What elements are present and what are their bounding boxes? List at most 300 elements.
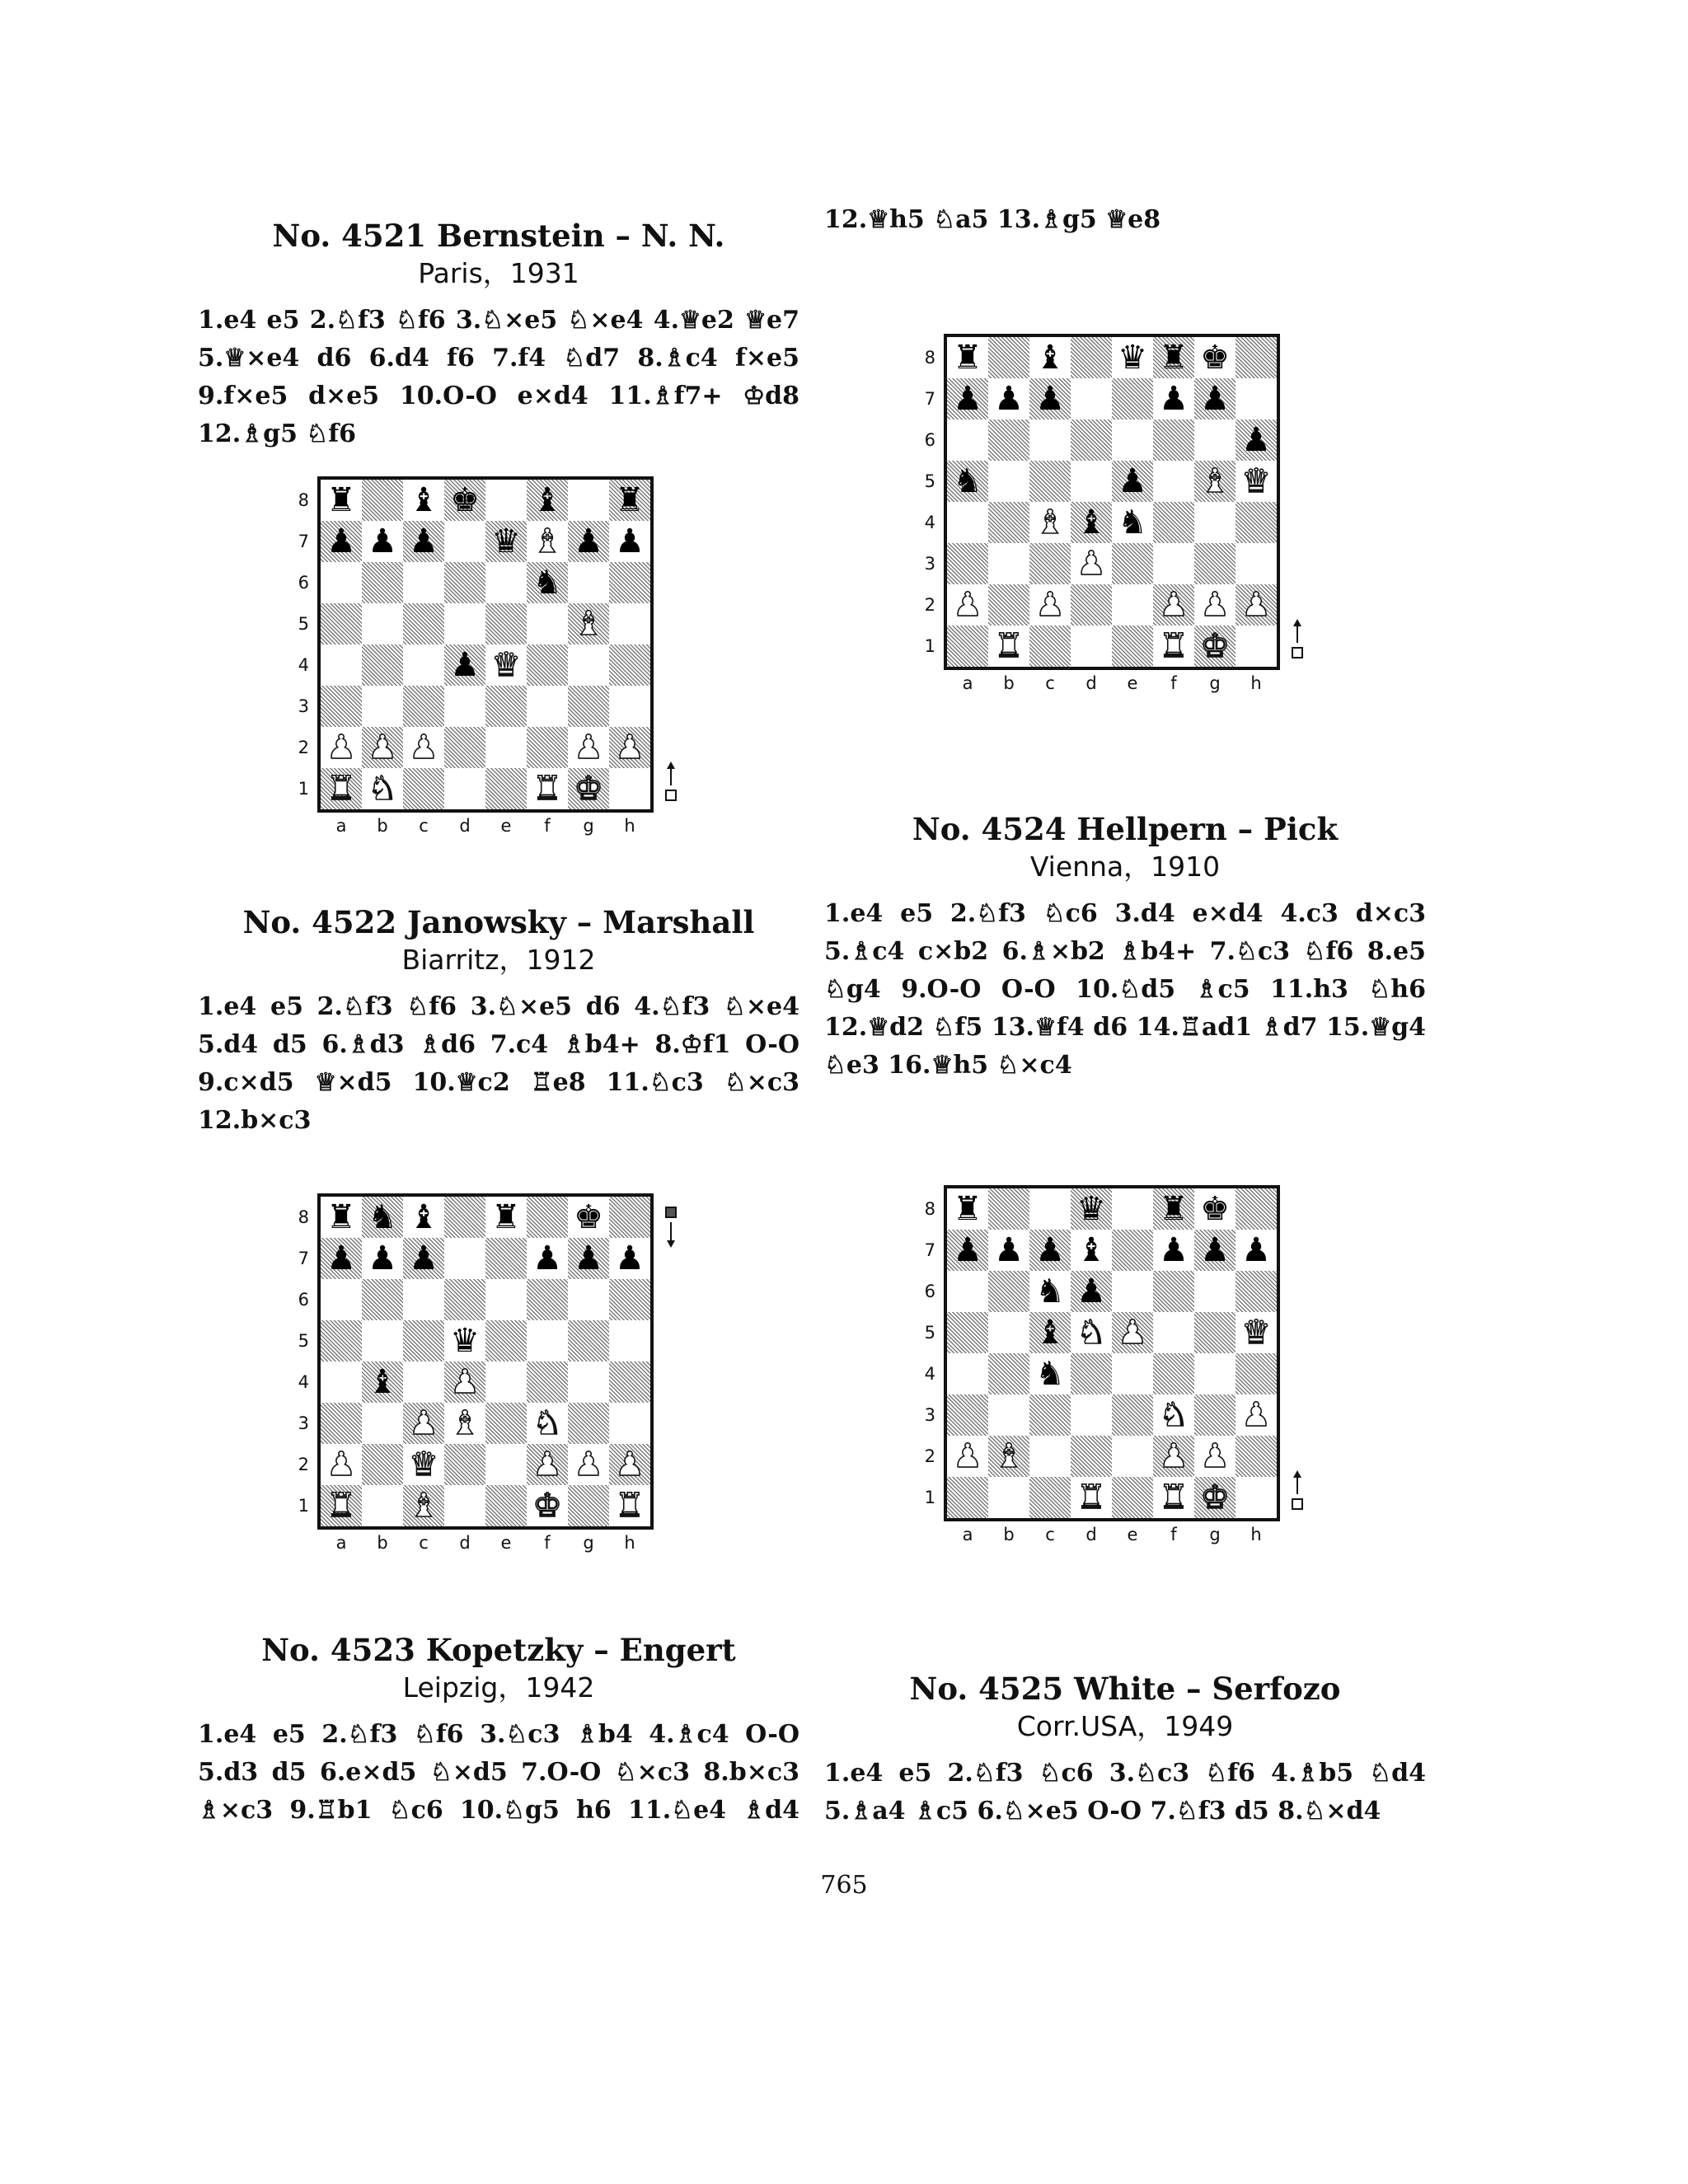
square-b5 bbox=[988, 1312, 1029, 1353]
square-h2 bbox=[1236, 1436, 1277, 1477]
rank-label: 1 bbox=[298, 779, 309, 799]
square-c8 bbox=[1029, 1188, 1071, 1230]
square-e2 bbox=[1112, 1436, 1153, 1477]
black-pawn-icon: ♟ bbox=[326, 1240, 356, 1277]
square-h2 bbox=[1236, 584, 1277, 626]
square-g5 bbox=[1194, 1312, 1236, 1353]
rank-label: 6 bbox=[924, 430, 935, 450]
square-h1 bbox=[1236, 626, 1277, 667]
black-pawn-icon: ♟ bbox=[368, 523, 397, 560]
square-e8 bbox=[485, 1197, 527, 1238]
file-label: g bbox=[1209, 673, 1221, 693]
square-g1 bbox=[568, 1485, 609, 1526]
chessboard bbox=[944, 1185, 1280, 1521]
square-g3 bbox=[1194, 1394, 1236, 1436]
game-title: No. 4524 Hellpern – Pick bbox=[912, 811, 1339, 847]
square-c8 bbox=[403, 1197, 444, 1238]
square-a5 bbox=[947, 1312, 988, 1353]
rank-label: 5 bbox=[924, 1323, 935, 1343]
square-d7 bbox=[1071, 378, 1112, 419]
white-pawn-icon: ♟ bbox=[1159, 586, 1189, 624]
black-rook-icon: ♜ bbox=[326, 1198, 356, 1236]
black-rook-icon: ♜ bbox=[491, 1198, 521, 1236]
black-pawn-icon: ♟ bbox=[994, 1231, 1024, 1269]
square-a5 bbox=[321, 1320, 362, 1361]
game-moves: 1.e4 e5 2.♘f3 ♘f6 3.♘×e5 ♘×e4 4.♕e2 ♕e7 5.♕×e4 d6 6.d4 f6 7.f4 ♘d7 8.♗c4 f×e5 9.f×e5 d×e5 10.O-O e×d4 11.♗f7+ ♔d8 12.♗g5 ♘f6 bbox=[198, 306, 799, 448]
white-rook-icon: ♜ bbox=[326, 1487, 356, 1525]
black-bishop-icon: ♝ bbox=[409, 1198, 438, 1236]
game-place: Biarritz，1912 bbox=[401, 944, 596, 976]
square-b3 bbox=[362, 686, 403, 727]
square-h4 bbox=[1236, 502, 1277, 543]
square-a1 bbox=[321, 1485, 362, 1526]
black-pawn-icon: ♟ bbox=[1076, 1272, 1106, 1310]
square-h3 bbox=[1236, 1394, 1277, 1436]
square-c5 bbox=[403, 1320, 444, 1361]
square-g6 bbox=[1194, 419, 1236, 461]
rank-label: 6 bbox=[298, 1290, 309, 1310]
black-pawn-icon: ♟ bbox=[994, 380, 1024, 418]
square-f6 bbox=[527, 1279, 568, 1320]
black-rook-icon: ♜ bbox=[953, 1190, 982, 1228]
square-f5 bbox=[527, 1320, 568, 1361]
square-e4 bbox=[1112, 1353, 1153, 1394]
white-bishop-icon: ♝ bbox=[1035, 504, 1065, 541]
file-label: g bbox=[583, 1533, 594, 1553]
square-f5 bbox=[1153, 1312, 1194, 1353]
square-b6 bbox=[988, 419, 1029, 461]
game-moves: 1.e4 e5 2.♘f3 ♘c6 3.♘c3 ♘f6 4.♗b5 ♘d4 5.♗a4 ♗c5 6.♘×e5 O-O 7.♘f3 d5 8.♘×d4 bbox=[824, 1759, 1426, 1825]
rank-labels bbox=[293, 1197, 309, 1526]
white-rook-icon: ♜ bbox=[994, 627, 1024, 665]
square-c7 bbox=[403, 1238, 444, 1279]
square-a6 bbox=[321, 562, 362, 603]
file-label: f bbox=[544, 816, 551, 836]
square-h4 bbox=[609, 644, 650, 686]
file-label: e bbox=[1127, 673, 1138, 693]
file-label: e bbox=[500, 816, 512, 836]
white-pawn-icon: ♟ bbox=[1035, 586, 1065, 624]
square-a8 bbox=[947, 337, 988, 378]
square-d5 bbox=[444, 603, 485, 644]
chessboard bbox=[317, 476, 654, 813]
square-c3 bbox=[1029, 543, 1071, 584]
square-d7 bbox=[444, 521, 485, 562]
square-a6 bbox=[947, 419, 988, 461]
square-h3 bbox=[1236, 543, 1277, 584]
square-f7 bbox=[527, 1238, 568, 1279]
square-h4 bbox=[609, 1361, 650, 1403]
square-b7 bbox=[362, 1238, 403, 1279]
file-label: b bbox=[1003, 1525, 1015, 1544]
square-c3 bbox=[403, 686, 444, 727]
square-b7 bbox=[988, 378, 1029, 419]
square-d5 bbox=[444, 1320, 485, 1361]
white-knight-icon: ♞ bbox=[1076, 1314, 1106, 1352]
square-c3 bbox=[1029, 1394, 1071, 1436]
black-rook-icon: ♜ bbox=[326, 481, 356, 519]
black-pawn-icon: ♟ bbox=[326, 523, 356, 560]
square-c2 bbox=[1029, 1436, 1071, 1477]
square-d3 bbox=[444, 686, 485, 727]
square-e3 bbox=[485, 686, 527, 727]
file-label: h bbox=[624, 1533, 635, 1553]
square-e4 bbox=[485, 1361, 527, 1403]
rank-label: 4 bbox=[924, 1364, 935, 1384]
square-a5 bbox=[321, 603, 362, 644]
black-pawn-icon: ♟ bbox=[450, 646, 480, 684]
square-g4 bbox=[1194, 502, 1236, 543]
square-g4 bbox=[568, 1361, 609, 1403]
white-pawn-icon: ♟ bbox=[615, 729, 645, 766]
square-b5 bbox=[362, 603, 403, 644]
white-to-move-icon bbox=[1290, 1469, 1305, 1512]
square-b4 bbox=[362, 1361, 403, 1403]
square-e3 bbox=[485, 1403, 527, 1444]
white-pawn-icon: ♟ bbox=[1076, 545, 1106, 583]
square-g5 bbox=[1194, 461, 1236, 502]
square-e5 bbox=[1112, 1312, 1153, 1353]
black-pawn-icon: ♟ bbox=[1118, 462, 1147, 500]
square-d8 bbox=[1071, 1188, 1112, 1230]
square-a4 bbox=[321, 1361, 362, 1403]
game-4523 bbox=[198, 1630, 799, 1830]
square-h7 bbox=[609, 1238, 650, 1279]
square-f4 bbox=[527, 1361, 568, 1403]
white-rook-icon: ♜ bbox=[1076, 1479, 1106, 1516]
square-a2 bbox=[321, 727, 362, 768]
square-a5 bbox=[947, 461, 988, 502]
square-c4 bbox=[403, 1361, 444, 1403]
black-rook-icon: ♜ bbox=[615, 481, 645, 519]
chessboard bbox=[317, 1193, 654, 1530]
square-b7 bbox=[362, 521, 403, 562]
game-place: Leipzig，1942 bbox=[402, 1671, 595, 1704]
square-f6 bbox=[1153, 1271, 1194, 1312]
square-a2 bbox=[947, 584, 988, 626]
file-label: g bbox=[1209, 1525, 1221, 1544]
page-number: 765 bbox=[820, 1871, 868, 1900]
file-label: f bbox=[1170, 1525, 1177, 1544]
white-pawn-icon: ♟ bbox=[1118, 1314, 1147, 1352]
black-pawn-icon: ♟ bbox=[574, 523, 603, 560]
square-a3 bbox=[321, 686, 362, 727]
square-d2 bbox=[1071, 1436, 1112, 1477]
square-e6 bbox=[1112, 1271, 1153, 1312]
file-label: a bbox=[335, 1533, 347, 1553]
square-g6 bbox=[568, 1279, 609, 1320]
black-queen-icon: ♛ bbox=[491, 523, 521, 560]
square-c6 bbox=[403, 562, 444, 603]
square-c8 bbox=[403, 480, 444, 521]
square-e2 bbox=[485, 1444, 527, 1485]
square-h5 bbox=[1236, 461, 1277, 502]
square-a1 bbox=[321, 768, 362, 809]
white-rook-icon: ♜ bbox=[615, 1487, 645, 1525]
square-d5 bbox=[1071, 1312, 1112, 1353]
white-pawn-icon: ♟ bbox=[409, 729, 438, 766]
black-pawn-icon: ♟ bbox=[1241, 421, 1271, 459]
white-bishop-icon: ♝ bbox=[994, 1437, 1024, 1475]
square-f6 bbox=[1153, 419, 1194, 461]
game-4521 bbox=[198, 216, 799, 453]
white-queen-icon: ♛ bbox=[1241, 1314, 1271, 1352]
square-d6 bbox=[444, 1279, 485, 1320]
square-c2 bbox=[403, 727, 444, 768]
square-a6 bbox=[947, 1271, 988, 1312]
rank-label: 3 bbox=[298, 1413, 309, 1433]
square-d7 bbox=[444, 1238, 485, 1279]
square-e5 bbox=[1112, 461, 1153, 502]
square-h7 bbox=[609, 521, 650, 562]
chessboard bbox=[944, 334, 1280, 670]
square-h2 bbox=[609, 727, 650, 768]
square-c7 bbox=[1029, 1230, 1071, 1271]
square-h7 bbox=[1236, 1230, 1277, 1271]
rank-label: 8 bbox=[298, 1207, 309, 1227]
square-g2 bbox=[568, 1444, 609, 1485]
black-pawn-icon: ♟ bbox=[1159, 1231, 1189, 1269]
square-g8 bbox=[568, 1197, 609, 1238]
square-e7 bbox=[485, 1238, 527, 1279]
rank-label: 6 bbox=[924, 1282, 935, 1301]
black-king-icon: ♚ bbox=[450, 481, 480, 519]
black-pawn-icon: ♟ bbox=[1200, 1231, 1230, 1269]
square-f3 bbox=[1153, 1394, 1194, 1436]
white-king-icon: ♚ bbox=[1200, 627, 1230, 665]
white-king-icon: ♚ bbox=[532, 1487, 562, 1525]
square-b2 bbox=[362, 727, 403, 768]
square-f2 bbox=[527, 1444, 568, 1485]
square-h6 bbox=[1236, 1271, 1277, 1312]
square-e3 bbox=[1112, 543, 1153, 584]
square-e3 bbox=[1112, 1394, 1153, 1436]
square-a8 bbox=[947, 1188, 988, 1230]
square-e8 bbox=[1112, 1188, 1153, 1230]
file-label: c bbox=[419, 1533, 429, 1553]
black-knight-icon: ♞ bbox=[953, 462, 982, 500]
white-pawn-icon: ♟ bbox=[326, 1446, 356, 1483]
white-queen-icon: ♛ bbox=[409, 1446, 438, 1483]
square-d2 bbox=[1071, 584, 1112, 626]
square-e6 bbox=[1112, 419, 1153, 461]
square-b3 bbox=[988, 1394, 1029, 1436]
square-d4 bbox=[1071, 1353, 1112, 1394]
white-knight-icon: ♞ bbox=[368, 770, 397, 808]
square-a1 bbox=[947, 626, 988, 667]
square-d1 bbox=[1071, 626, 1112, 667]
file-label: c bbox=[419, 816, 429, 836]
rank-label: 8 bbox=[298, 490, 309, 510]
square-f2 bbox=[1153, 1436, 1194, 1477]
square-e8 bbox=[485, 480, 527, 521]
black-queen-icon: ♛ bbox=[450, 1322, 480, 1360]
square-d2 bbox=[444, 727, 485, 768]
white-bishop-icon: ♝ bbox=[574, 605, 603, 643]
black-pawn-icon: ♟ bbox=[368, 1240, 397, 1277]
rank-label: 3 bbox=[298, 696, 309, 716]
black-pawn-icon: ♟ bbox=[1200, 380, 1230, 418]
game-title: No. 4525 White – Serfozo bbox=[909, 1671, 1341, 1707]
square-d6 bbox=[1071, 419, 1112, 461]
square-g4 bbox=[1194, 1353, 1236, 1394]
square-d3 bbox=[1071, 1394, 1112, 1436]
black-pawn-icon: ♟ bbox=[953, 380, 982, 418]
file-label: c bbox=[1045, 1525, 1055, 1544]
rank-label: 4 bbox=[298, 655, 309, 675]
square-c3 bbox=[403, 1403, 444, 1444]
square-a7 bbox=[321, 1238, 362, 1279]
square-g5 bbox=[568, 603, 609, 644]
square-e1 bbox=[485, 768, 527, 809]
square-f3 bbox=[527, 686, 568, 727]
black-pawn-icon: ♟ bbox=[953, 1231, 982, 1269]
rank-label: 8 bbox=[924, 1199, 935, 1219]
square-a4 bbox=[321, 644, 362, 686]
rank-label: 7 bbox=[924, 1240, 935, 1260]
square-c4 bbox=[1029, 502, 1071, 543]
black-knight-icon: ♞ bbox=[1035, 1272, 1065, 1310]
square-c2 bbox=[1029, 584, 1071, 626]
square-b6 bbox=[362, 1279, 403, 1320]
square-a8 bbox=[321, 480, 362, 521]
square-b2 bbox=[988, 584, 1029, 626]
square-b5 bbox=[988, 461, 1029, 502]
white-to-move-icon bbox=[1290, 618, 1305, 661]
square-b2 bbox=[988, 1436, 1029, 1477]
white-pawn-icon: ♟ bbox=[450, 1363, 480, 1401]
square-f5 bbox=[1153, 461, 1194, 502]
square-d2 bbox=[444, 1444, 485, 1485]
black-rook-icon: ♜ bbox=[953, 339, 982, 377]
file-label: a bbox=[962, 673, 973, 693]
black-rook-icon: ♜ bbox=[1159, 1190, 1189, 1228]
square-a2 bbox=[321, 1444, 362, 1485]
game-title: No. 4521 Bernstein – N. N. bbox=[272, 218, 725, 254]
square-e5 bbox=[485, 1320, 527, 1361]
square-f7 bbox=[1153, 378, 1194, 419]
square-f2 bbox=[527, 727, 568, 768]
square-g8 bbox=[568, 480, 609, 521]
square-h1 bbox=[609, 1485, 650, 1526]
black-knight-icon: ♞ bbox=[368, 1198, 397, 1236]
square-e2 bbox=[1112, 584, 1153, 626]
white-pawn-icon: ♟ bbox=[326, 729, 356, 766]
rank-label: 3 bbox=[924, 554, 935, 574]
square-h1 bbox=[1236, 1477, 1277, 1518]
game-moves: 1.e4 e5 2.♘f3 ♘f6 3.♘c3 ♗b4 4.♗c4 O-O 5.d3 d5 6.e×d5 ♘×d5 7.O-O ♘×c3 8.b×c3 ♗×c3 9.♖b1 ♘c6 10.♘g5 h6 11.♘e4 ♗d4 bbox=[198, 1720, 799, 1825]
square-h6 bbox=[609, 562, 650, 603]
square-c1 bbox=[1029, 1477, 1071, 1518]
square-f4 bbox=[1153, 1353, 1194, 1394]
game-4523-continued bbox=[824, 201, 1426, 239]
square-a2 bbox=[947, 1436, 988, 1477]
game-moves-continued: 12.♕h5 ♘a5 13.♗g5 ♕e8 bbox=[824, 205, 1161, 234]
black-pawn-icon: ♟ bbox=[615, 1240, 645, 1277]
black-bishop-icon: ♝ bbox=[1035, 1314, 1065, 1352]
rank-label: 7 bbox=[924, 389, 935, 409]
rank-labels bbox=[919, 1188, 935, 1518]
square-e7 bbox=[1112, 378, 1153, 419]
black-pawn-icon: ♟ bbox=[1035, 1231, 1065, 1269]
square-a7 bbox=[321, 521, 362, 562]
rank-label: 8 bbox=[924, 348, 935, 368]
square-g6 bbox=[568, 562, 609, 603]
file-label: e bbox=[1127, 1525, 1138, 1544]
square-e4 bbox=[1112, 502, 1153, 543]
white-queen-icon: ♛ bbox=[1241, 462, 1271, 500]
file-labels bbox=[947, 673, 1277, 693]
black-rook-icon: ♜ bbox=[1159, 339, 1189, 377]
square-g3 bbox=[568, 1403, 609, 1444]
square-g3 bbox=[568, 686, 609, 727]
rank-label: 6 bbox=[298, 573, 309, 593]
black-pawn-icon: ♟ bbox=[1035, 380, 1065, 418]
square-a7 bbox=[947, 1230, 988, 1271]
square-d8 bbox=[1071, 337, 1112, 378]
black-king-icon: ♚ bbox=[1200, 339, 1230, 377]
file-labels bbox=[321, 816, 650, 836]
file-label: h bbox=[1250, 673, 1262, 693]
square-h3 bbox=[609, 686, 650, 727]
square-e6 bbox=[485, 562, 527, 603]
square-h8 bbox=[1236, 1188, 1277, 1230]
square-h8 bbox=[609, 1197, 650, 1238]
black-bishop-icon: ♝ bbox=[368, 1363, 397, 1401]
square-b4 bbox=[362, 644, 403, 686]
square-f4 bbox=[1153, 502, 1194, 543]
square-g7 bbox=[1194, 1230, 1236, 1271]
rank-label: 4 bbox=[924, 513, 935, 532]
square-c5 bbox=[1029, 461, 1071, 502]
square-a1 bbox=[947, 1477, 988, 1518]
white-king-icon: ♚ bbox=[574, 770, 603, 808]
white-rook-icon: ♜ bbox=[1159, 627, 1189, 665]
file-label: d bbox=[1085, 673, 1097, 693]
square-c4 bbox=[403, 644, 444, 686]
white-pawn-icon: ♟ bbox=[1200, 586, 1230, 624]
white-rook-icon: ♜ bbox=[532, 770, 562, 808]
square-e1 bbox=[1112, 626, 1153, 667]
square-f3 bbox=[527, 1403, 568, 1444]
square-b8 bbox=[988, 337, 1029, 378]
rank-labels bbox=[919, 337, 935, 667]
black-pawn-icon: ♟ bbox=[1159, 380, 1189, 418]
square-h8 bbox=[1236, 337, 1277, 378]
black-bishop-icon: ♝ bbox=[409, 481, 438, 519]
game-title: No. 4522 Janowsky – Marshall bbox=[242, 904, 755, 940]
white-rook-icon: ♜ bbox=[326, 770, 356, 808]
square-c4 bbox=[1029, 1353, 1071, 1394]
square-h6 bbox=[609, 1279, 650, 1320]
square-b1 bbox=[362, 768, 403, 809]
white-queen-icon: ♛ bbox=[491, 646, 521, 684]
square-d4 bbox=[444, 644, 485, 686]
file-label: b bbox=[377, 1533, 388, 1553]
square-f8 bbox=[527, 480, 568, 521]
square-g6 bbox=[1194, 1271, 1236, 1312]
square-f7 bbox=[1153, 1230, 1194, 1271]
file-label: d bbox=[1085, 1525, 1097, 1544]
white-bishop-icon: ♝ bbox=[1200, 462, 1230, 500]
rank-labels bbox=[293, 480, 309, 809]
file-label: a bbox=[962, 1525, 973, 1544]
square-h4 bbox=[1236, 1353, 1277, 1394]
white-pawn-icon: ♟ bbox=[1200, 1437, 1230, 1475]
white-pawn-icon: ♟ bbox=[1159, 1437, 1189, 1475]
square-h3 bbox=[609, 1403, 650, 1444]
black-to-move-icon bbox=[663, 1206, 678, 1249]
